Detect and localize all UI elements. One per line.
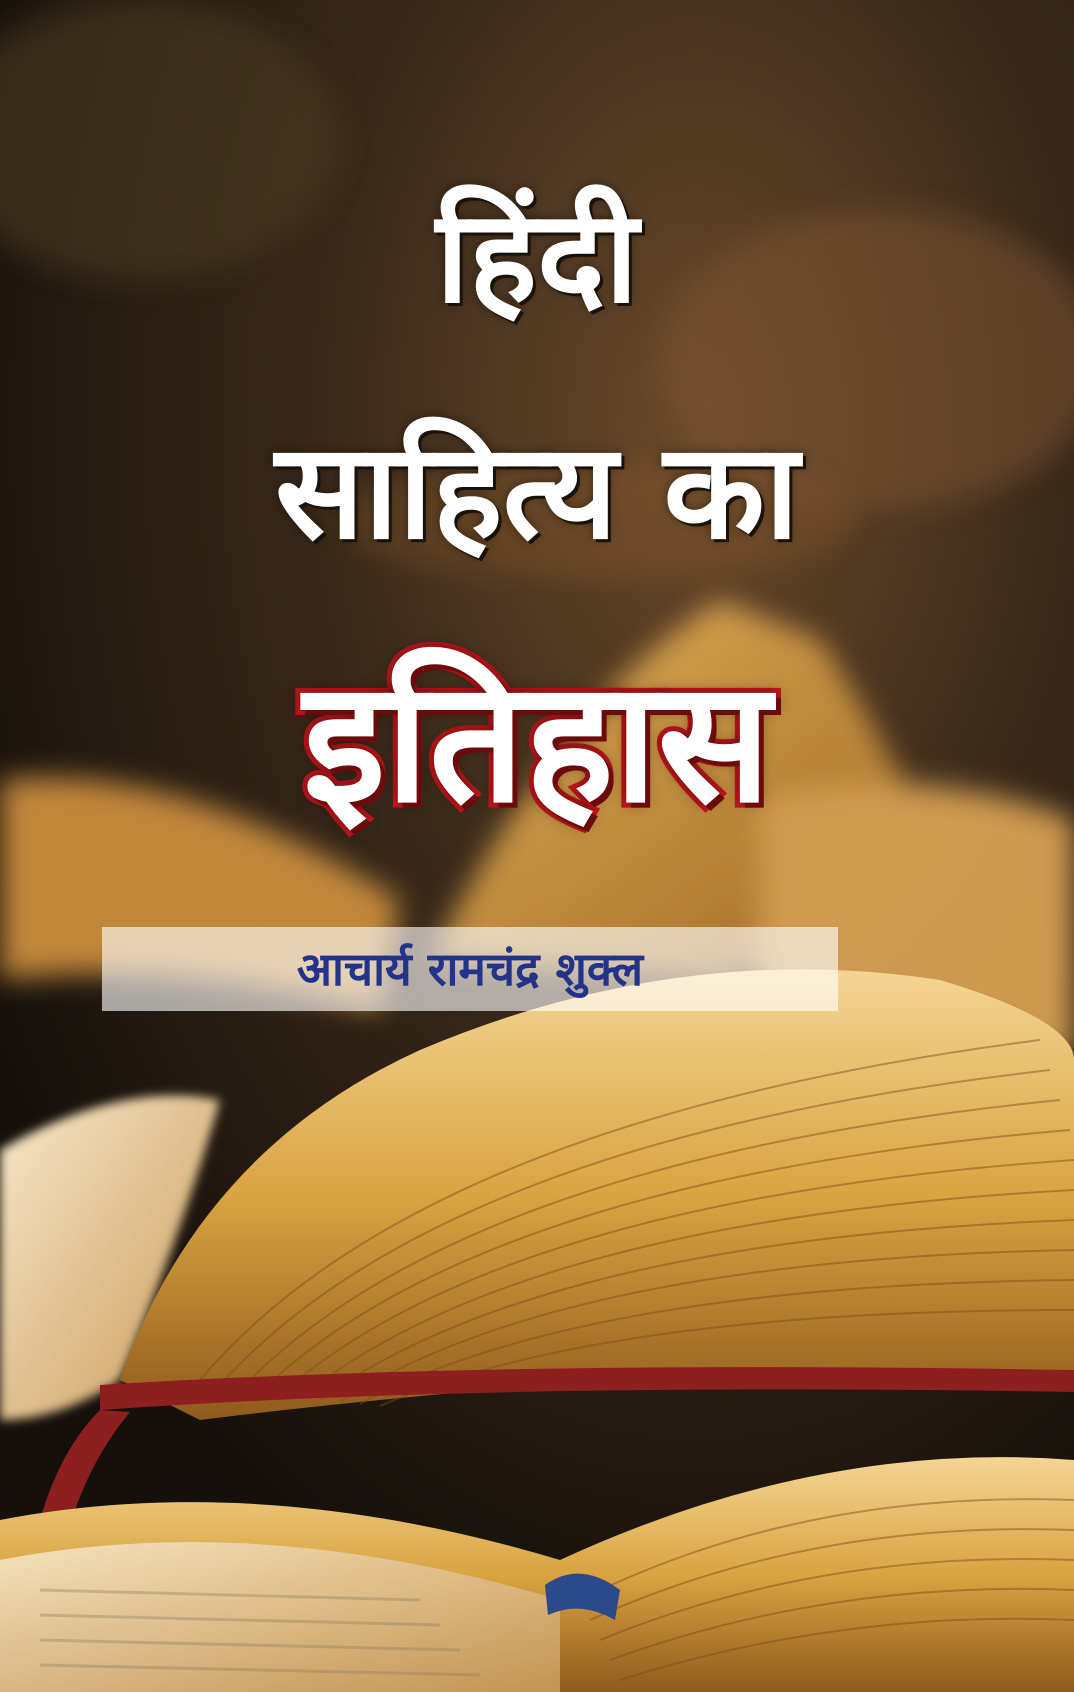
author-name: आचार्य रामचंद्र शुक्ल <box>296 942 644 996</box>
title-line-sahitya-ka: साहित्य का <box>274 415 800 569</box>
title-line-hindi: हिंदी <box>435 183 639 332</box>
author-banner <box>102 927 838 1011</box>
title-line-itihas: इतिहास <box>302 644 772 840</box>
